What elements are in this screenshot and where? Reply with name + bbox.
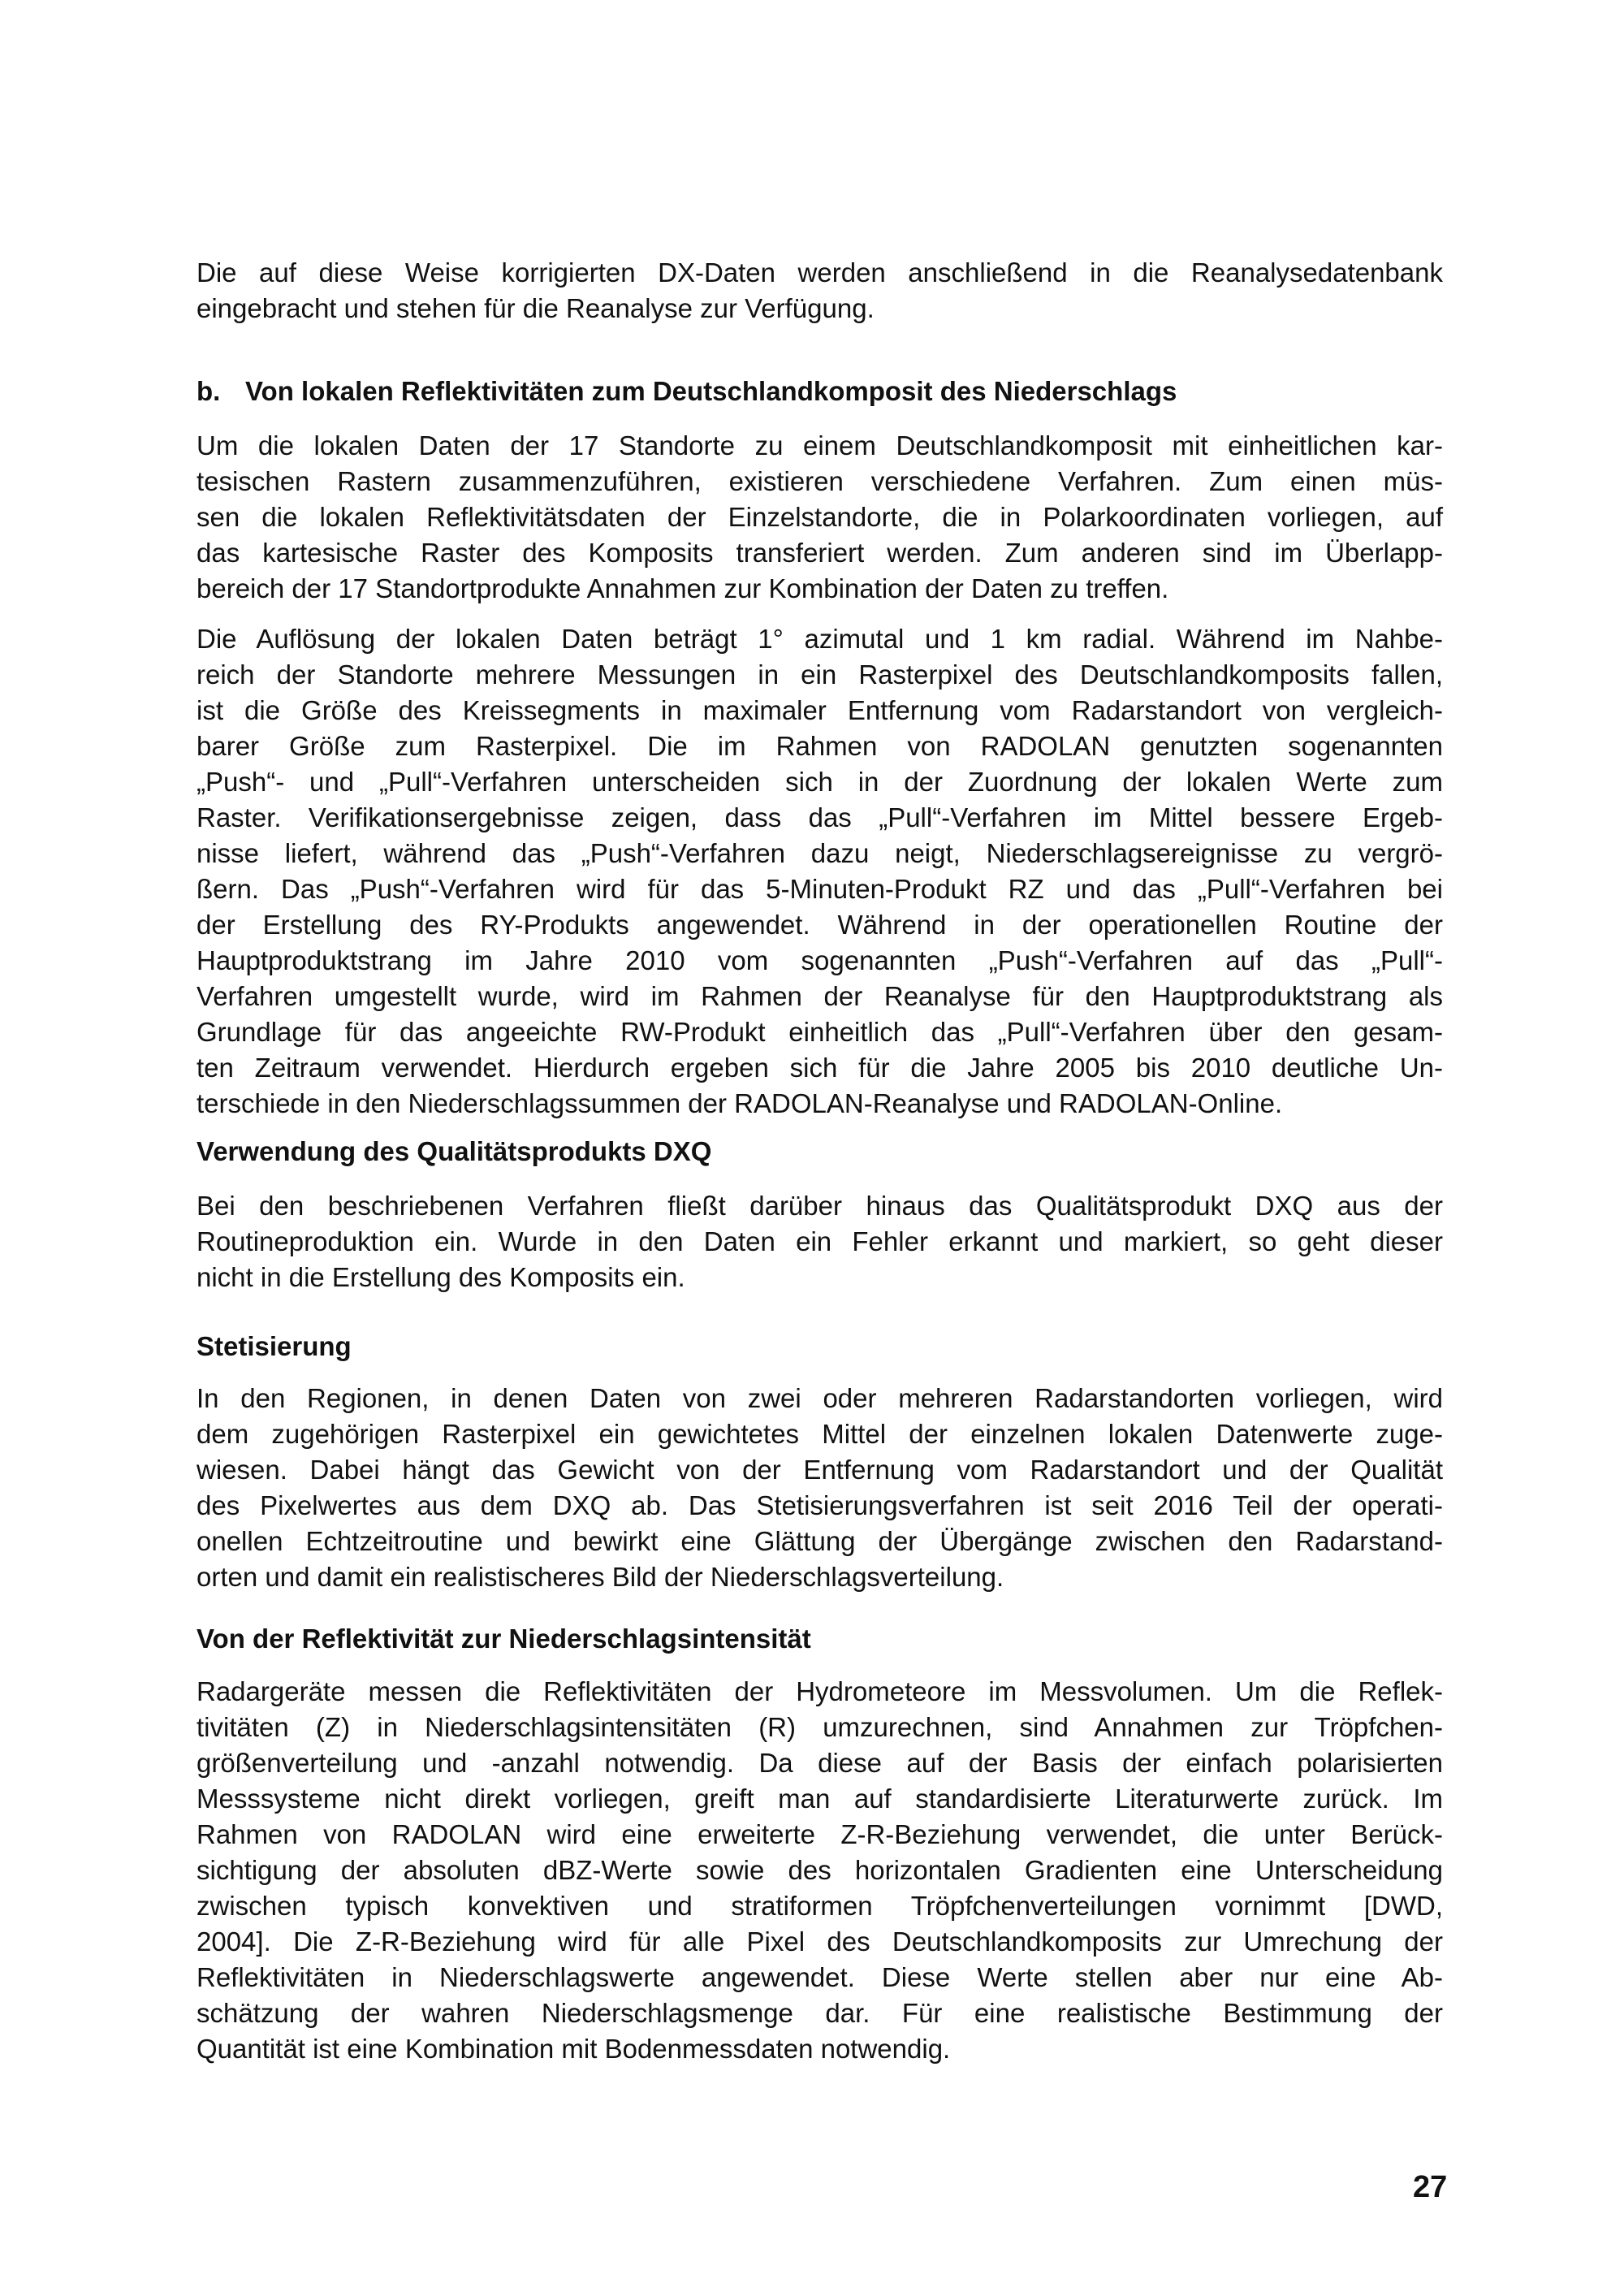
- text-line: tivitäten (Z) in Niederschlagsintensitäten (R) umzurechnen, sind Annahmen zur Tröpfchen-: [197, 1712, 1443, 1742]
- text-line: ßern. Das „Push“-Verfahren wird für das 5-Minuten-Produkt RZ und das „Pull“-Verfahren bei: [197, 874, 1443, 904]
- text-line: tesischen Rastern zusammenzuführen, existieren verschiedene Verfahren. Zum einen müs-: [197, 466, 1443, 496]
- text-line: wiesen. Dabei hängt das Gewicht von der Entfernung vom Radarstandort und der Qualität: [197, 1455, 1443, 1485]
- text-line: Verfahren umgestellt wurde, wird im Rahmen der Reanalyse für den Hauptproduktstrang als: [197, 981, 1443, 1011]
- text-line: der Erstellung des RY-Produkts angewendet. Während in der operationellen Routine der: [197, 910, 1443, 940]
- text-line: Quantität ist eine Kombination mit Bodenmessdaten notwendig.: [197, 2034, 951, 2064]
- text-line: größenverteilung und -anzahl notwendig. Da diese auf der Basis der einfach polarisierten: [197, 1748, 1443, 1778]
- page-number: 27: [1413, 2170, 1448, 2204]
- text-line: „Push“- und „Pull“-Verfahren unterscheiden sich in der Zuordnung der lokalen Werte zum: [197, 767, 1443, 797]
- text-line: bereich der 17 Standortprodukte Annahmen zur Kombination der Daten zu treffen.: [197, 573, 1169, 603]
- text-line: 2004]. Die Z-R-Beziehung wird für alle Pixel des Deutschlandkomposits zur Umrechung der: [197, 1926, 1443, 1957]
- subheading-dxq: Verwendung des Qualitätsprodukts DXQ: [197, 1136, 712, 1166]
- text-line: Messsysteme nicht direkt vorliegen, greift man auf standardisierte Literaturwerte zurück. Im: [197, 1784, 1443, 1814]
- text-line: Hauptproduktstrang im Jahre 2010 vom sogenannten „Push“-Verfahren auf das „Pull“-: [197, 945, 1443, 975]
- paragraph-composite-methods: [197, 428, 1443, 607]
- text-line: orten und damit ein realistischeres Bild der Niederschlagsverteilung.: [197, 1562, 1004, 1592]
- text-line: Routineproduktion ein. Wurde in den Daten ein Fehler erkannt und markiert, so geht dieser: [197, 1226, 1443, 1256]
- text-line: Raster. Verifikationsergebnisse zeigen, dass das „Pull“-Verfahren im Mittel bessere Ergeb-: [197, 802, 1443, 832]
- text-line: In den Regionen, in denen Daten von zwei oder mehreren Radarstandorten vorliegen, wird: [197, 1383, 1443, 1413]
- text-line: terschiede in den Niederschlagssummen der RADOLAN-Reanalyse und RADOLAN-Online.: [197, 1088, 1283, 1118]
- paragraph-zr-relation: [197, 1674, 1443, 2067]
- text-line: Die Auflösung der lokalen Daten beträgt 1° azimutal und 1 km radial. Während im Nahbe-: [197, 624, 1443, 654]
- text-line: onellen Echtzeitroutine und bewirkt eine Glättung der Übergänge zwischen den Radarstand-: [197, 1526, 1443, 1556]
- text-line: Grundlage für das angeeichte RW-Produkt einheitlich das „Pull“-Verfahren über den gesam-: [197, 1017, 1443, 1047]
- text-line: barer Größe zum Rasterpixel. Die im Rahmen von RADOLAN genutzten sogenannten: [197, 731, 1443, 761]
- text-line: zwischen typisch konvektiven und stratiformen Tröpfchenverteilungen vornimmt [DWD,: [197, 1891, 1443, 1921]
- text-line: Um die lokalen Daten der 17 Standorte zu einem Deutschlandkomposit mit einheitlichen kar-: [197, 430, 1443, 460]
- text-line: nicht in die Erstellung des Komposits ein.: [197, 1262, 685, 1292]
- text-line: das kartesische Raster des Komposits transferiert werden. Zum anderen sind im Überlapp-: [197, 538, 1443, 568]
- paragraph-dxq: [197, 1188, 1443, 1295]
- paragraph-stetisierung: [197, 1381, 1443, 1595]
- text-line: Rahmen von RADOLAN wird eine erweiterte Z-R-Beziehung verwendet, die unter Berück-: [197, 1819, 1443, 1849]
- text-line: Bei den beschriebenen Verfahren fließt darüber hinaus das Qualitätsprodukt DXQ aus der: [197, 1191, 1443, 1221]
- text-line: schätzung der wahren Niederschlagsmenge dar. Für eine realistische Bestimmung der: [197, 1998, 1443, 2028]
- text-line: ten Zeitraum verwendet. Hierdurch ergeben sich für die Jahre 2005 bis 2010 deutliche Un-: [197, 1053, 1443, 1083]
- subheading-stetisierung: Stetisierung: [197, 1331, 352, 1361]
- text-line: Die auf diese Weise korrigierten DX-Daten werden anschließend in die Reanalysedatenbank: [197, 257, 1443, 288]
- text-line: des Pixelwertes aus dem DXQ ab. Das Stetisierungsverfahren ist seit 2016 Teil der operati-: [197, 1490, 1443, 1520]
- subheading-intensity: Von der Reflektivität zur Niederschlagsintensität: [197, 1624, 811, 1654]
- section-title: Von lokalen Reflektivitäten zum Deutschlandkomposit des Niederschlags: [245, 376, 1177, 406]
- text-line: Radargeräte messen die Reflektivitäten der Hydrometeore im Messvolumen. Um die Reflek-: [197, 1676, 1443, 1706]
- text-line: nisse liefert, während das „Push“-Verfahren dazu neigt, Niederschlagsereignisse zu vergrö-: [197, 838, 1443, 868]
- text-line: reich der Standorte mehrere Messungen in ein Rasterpixel des Deutschlandkomposits fallen,: [197, 659, 1443, 690]
- paragraph-corrected-dx-data: [197, 255, 1443, 326]
- text-line: sichtigung der absoluten dBZ-Werte sowie des horizontalen Gradienten eine Unterscheidung: [197, 1855, 1443, 1885]
- section-number: b.: [197, 376, 221, 406]
- text-line: Reflektivitäten in Niederschlagswerte angewendet. Diese Werte stellen aber nur eine Ab-: [197, 1962, 1443, 1992]
- text-line: eingebracht und stehen für die Reanalyse zur Verfügung.: [197, 293, 875, 323]
- paragraph-push-pull: [197, 621, 1443, 1122]
- text-line: ist die Größe des Kreissegments in maximaler Entfernung vom Radarstandort von vergleich-: [197, 695, 1443, 725]
- text-line: sen die lokalen Reflektivitätsdaten der Einzelstandorte, die in Polarkoordinaten vorliegen, auf: [197, 502, 1443, 532]
- text-line: dem zugehörigen Rasterpixel ein gewichtetes Mittel der einzelnen lokalen Datenwerte zuge-: [197, 1419, 1443, 1449]
